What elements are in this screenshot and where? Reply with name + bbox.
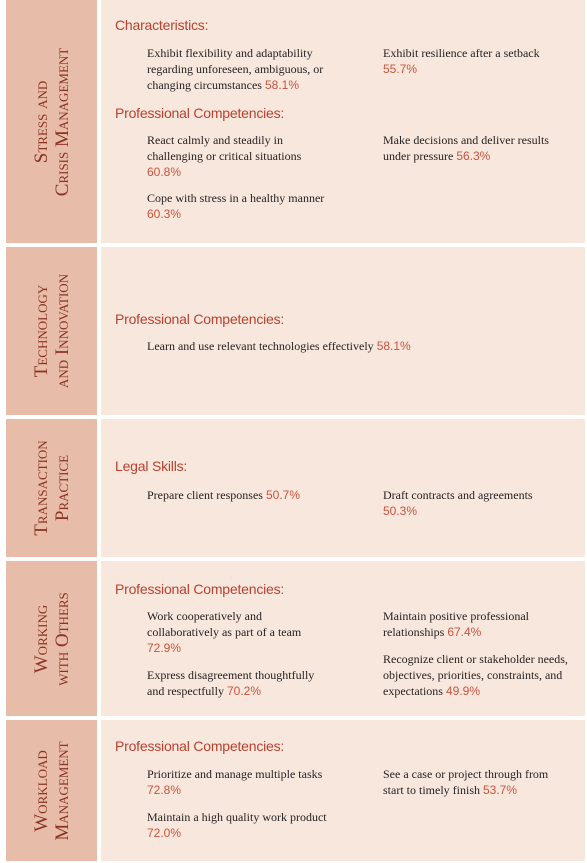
section-title-line: Practice bbox=[51, 454, 73, 522]
section-side-label bbox=[6, 720, 97, 861]
item-text: Maintain positive professional relationships bbox=[383, 609, 529, 639]
competency-item bbox=[383, 766, 563, 798]
section-title bbox=[31, 741, 73, 840]
item-percent: 58.1% bbox=[376, 339, 411, 353]
item-percent: 50.7% bbox=[265, 488, 300, 502]
item-text: Express disagreement thoughtfully and respectfully bbox=[147, 668, 315, 698]
section-heading: Legal Skills: bbox=[115, 458, 188, 474]
section-content bbox=[101, 419, 585, 557]
section-side-label bbox=[6, 0, 97, 243]
section-side-label bbox=[6, 419, 97, 557]
section-technology-innovation bbox=[0, 247, 585, 415]
competency-item bbox=[383, 608, 543, 640]
section-heading: Professional Competencies: bbox=[115, 738, 285, 754]
item-text: Exhibit flexibility and adaptability regarding unforeseen, ambiguous, or changing circumstances bbox=[147, 46, 324, 92]
competency-item bbox=[383, 132, 563, 164]
item-percent: 58.1% bbox=[264, 78, 299, 92]
competency-item bbox=[383, 45, 578, 77]
item-text: Maintain a high quality work product bbox=[147, 810, 327, 824]
item-percent: 72.9% bbox=[147, 641, 182, 655]
section-title-line: Management bbox=[51, 740, 73, 841]
section-title-line: Stress and bbox=[30, 80, 52, 163]
section-content bbox=[101, 247, 585, 415]
section-title bbox=[31, 274, 73, 388]
competency-item bbox=[147, 667, 332, 699]
competency-item bbox=[147, 132, 332, 180]
item-text: Make decisions and deliver results under pressure bbox=[383, 133, 549, 163]
item-percent: 72.8% bbox=[147, 783, 182, 797]
item-text: Exhibit resilience after a setback bbox=[383, 46, 540, 60]
section-heading: Professional Competencies: bbox=[115, 105, 285, 121]
item-text: Learn and use relevant technologies effectively bbox=[147, 339, 374, 353]
section-working-with-others bbox=[0, 561, 585, 716]
section-title-line: and Innovation bbox=[51, 273, 73, 389]
item-text: Recognize client or stakeholder needs, objectives, priorities, constraints, and expectations bbox=[383, 652, 568, 698]
item-text: Prioritize and manage multiple tasks bbox=[147, 767, 323, 781]
competency-item bbox=[147, 608, 322, 656]
section-heading: Characteristics: bbox=[115, 17, 209, 33]
section-heading: Professional Competencies: bbox=[115, 311, 285, 327]
section-side-label bbox=[6, 247, 97, 415]
item-percent: 49.9% bbox=[445, 684, 481, 698]
item-text: Prepare client responses bbox=[147, 488, 263, 502]
competency-item bbox=[147, 338, 467, 354]
competency-item bbox=[147, 45, 347, 93]
item-percent: 53.7% bbox=[483, 783, 518, 797]
item-text: Cope with stress in a healthy manner bbox=[147, 191, 325, 205]
competency-item bbox=[147, 487, 347, 503]
section-content bbox=[101, 561, 585, 716]
section-stress-crisis bbox=[0, 0, 585, 243]
item-text: React calmly and steadily in challenging or critical situations bbox=[147, 133, 302, 163]
item-text: Work cooperatively and collaboratively as part of a team bbox=[147, 609, 302, 639]
item-text: See a case or project through from start to timely finish bbox=[383, 767, 549, 797]
item-percent: 50.3% bbox=[383, 504, 418, 518]
item-percent: 67.4% bbox=[447, 625, 482, 639]
competency-item bbox=[147, 190, 347, 222]
competency-item bbox=[147, 766, 347, 798]
section-title bbox=[31, 47, 73, 195]
item-percent: 56.3% bbox=[456, 149, 491, 163]
section-side-label bbox=[6, 561, 97, 716]
section-content bbox=[101, 0, 585, 243]
item-percent: 70.2% bbox=[226, 684, 261, 698]
item-percent: 55.7% bbox=[383, 62, 418, 76]
section-heading: Professional Competencies: bbox=[115, 581, 285, 597]
section-title-line: Transaction bbox=[30, 440, 52, 536]
section-transaction-practice bbox=[0, 419, 585, 557]
section-workload-management bbox=[0, 720, 585, 861]
item-percent: 72.0% bbox=[147, 826, 182, 840]
item-text: Draft contracts and agreements bbox=[383, 488, 533, 502]
section-title-line: Workload bbox=[30, 749, 52, 832]
item-percent: 60.3% bbox=[147, 207, 182, 221]
competency-item bbox=[383, 651, 573, 699]
competency-item bbox=[147, 809, 347, 841]
competency-item bbox=[383, 487, 578, 519]
item-percent: 60.8% bbox=[147, 165, 182, 179]
section-title bbox=[31, 592, 73, 686]
section-content bbox=[101, 720, 585, 861]
section-title bbox=[31, 440, 73, 535]
section-title-line: Crisis Management bbox=[51, 47, 73, 196]
section-title-line: Working bbox=[30, 604, 52, 673]
section-title-line: with Others bbox=[51, 591, 73, 686]
section-title-line: Technology bbox=[30, 284, 52, 378]
